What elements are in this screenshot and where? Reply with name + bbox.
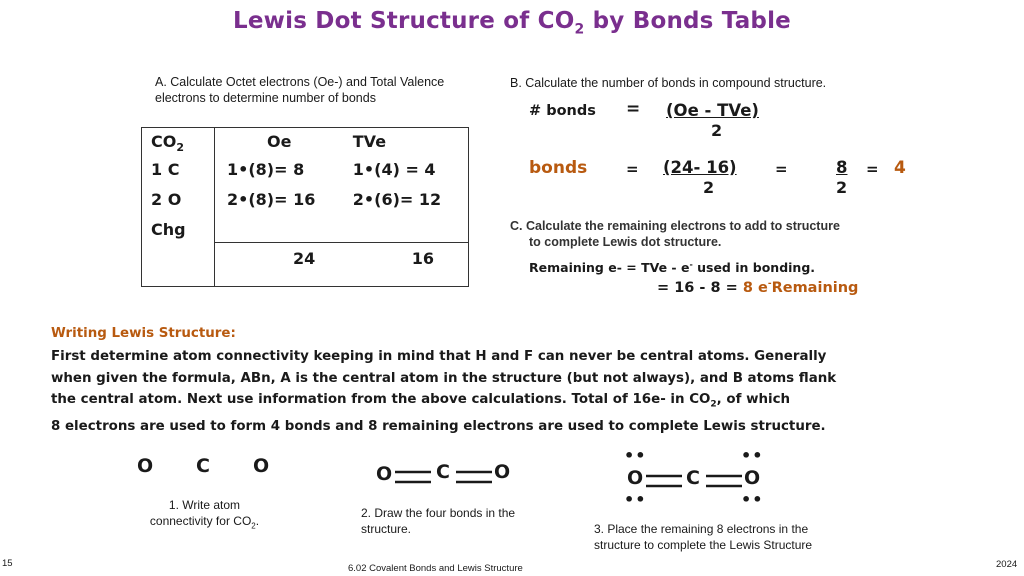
- formula-equals: =: [626, 99, 641, 119]
- header-compound: $CO_2$: [142, 128, 215, 155]
- row-charge-oe: [215, 214, 343, 242]
- header-oe: Oe: [267, 132, 292, 151]
- formula-numerator: (Oe - TVe): [666, 101, 759, 120]
- lone-pair-left-top: ••: [624, 446, 647, 465]
- slide-number: 15: [2, 558, 13, 569]
- row-oxygen-tve: 2•(6)= 12: [352, 190, 442, 210]
- step3-double-bond-right: [704, 470, 744, 492]
- writing-paragraph: First determine atom connectivity keeping in mind that H and F can never be central atoms. Generally when given the formula, ABn, A is the central atom in the structure (but not always), and B atoms flank the central atom. Next use information from the above calculations. Total of 16e- in $CO_2$, of which 8 electrons are used to form 4 bonds and 8 remaining electrons are used to complete Lewis structure.: [51, 349, 837, 435]
- formula-label: # bonds: [529, 103, 596, 119]
- header-tve: TVe: [352, 132, 387, 151]
- step3-oxygen-left: O: [627, 467, 644, 489]
- calc-equals-3: =: [866, 160, 879, 178]
- footer-year: 2024: [996, 559, 1018, 570]
- section-b-heading: B. Calculate the number of bonds in compound structure.: [510, 76, 827, 90]
- lone-pair-right-top: ••: [741, 446, 764, 465]
- row-charge-label: Chg: [142, 214, 215, 242]
- step1-oxygen-left: O: [137, 455, 154, 477]
- calc-equals-2: =: [775, 160, 788, 178]
- step1-carbon: C: [196, 455, 210, 477]
- remaining-formula: Remaining e- = TVe - e- used in bonding.: [529, 260, 816, 276]
- step3-carbon: C: [686, 467, 700, 489]
- step2-oxygen-left: O: [376, 463, 393, 485]
- row-oxygen-label: 2 O: [142, 184, 215, 214]
- step3-double-bond-left: [644, 470, 684, 492]
- bonds-table: [141, 127, 469, 287]
- writing-heading: Writing Lewis Structure:: [51, 326, 236, 341]
- calc-num2: 8: [836, 158, 848, 177]
- row-carbon-tve: 1•(4) = 4: [352, 160, 436, 180]
- remaining-result: = 16 - 8 = 8 e-Remaining: [657, 279, 859, 296]
- lone-pair-left-bottom: ••: [624, 490, 647, 509]
- step3-caption: 3. Place the remaining 8 electrons in the structure to complete the Lewis Structure: [594, 522, 813, 552]
- footer-title: 6.02 Covalent Bonds and Lewis Structure: [348, 563, 523, 574]
- step3-oxygen-right: O: [744, 467, 761, 489]
- calc-den2: 2: [836, 178, 848, 197]
- total-oe: 24: [215, 242, 343, 286]
- calc-numerator: (24- 16): [663, 158, 737, 177]
- step2-double-bond-right: [454, 466, 494, 488]
- step2-carbon: C: [436, 461, 450, 483]
- step1-caption: 1. Write atom connectivity for $CO_2$.: [149, 498, 260, 531]
- section-c-heading: C. Calculate the remaining electrons to add to structure to complete Lewis dot structure.: [510, 219, 840, 249]
- step2-oxygen-right: O: [494, 461, 511, 483]
- row-carbon-oe: 1•(8)= 8: [227, 160, 305, 180]
- calc-denominator: 2: [703, 178, 715, 197]
- page-title: Lewis Dot Structure of $CO_2$ by Bonds Table: [233, 8, 791, 38]
- step2-caption: 2. Draw the four bonds in the structure.: [361, 506, 516, 536]
- row-carbon-label: 1 C: [142, 154, 215, 184]
- total-tve: 16: [343, 242, 469, 286]
- lone-pair-right-bottom: ••: [741, 490, 764, 509]
- step2-double-bond-left: [393, 466, 433, 488]
- calc-label: bonds: [529, 158, 588, 178]
- step1-oxygen-right: O: [253, 455, 270, 477]
- formula-denominator: 2: [711, 121, 723, 140]
- calc-result: 4: [894, 158, 906, 178]
- row-charge-tve: [343, 214, 469, 242]
- row-oxygen-oe: 2•(8)= 16: [227, 190, 316, 210]
- section-a-heading: A. Calculate Octet electrons (Oe-) and Total Valence electrons to determine number of bonds: [155, 75, 445, 105]
- calc-equals-1: =: [626, 160, 639, 178]
